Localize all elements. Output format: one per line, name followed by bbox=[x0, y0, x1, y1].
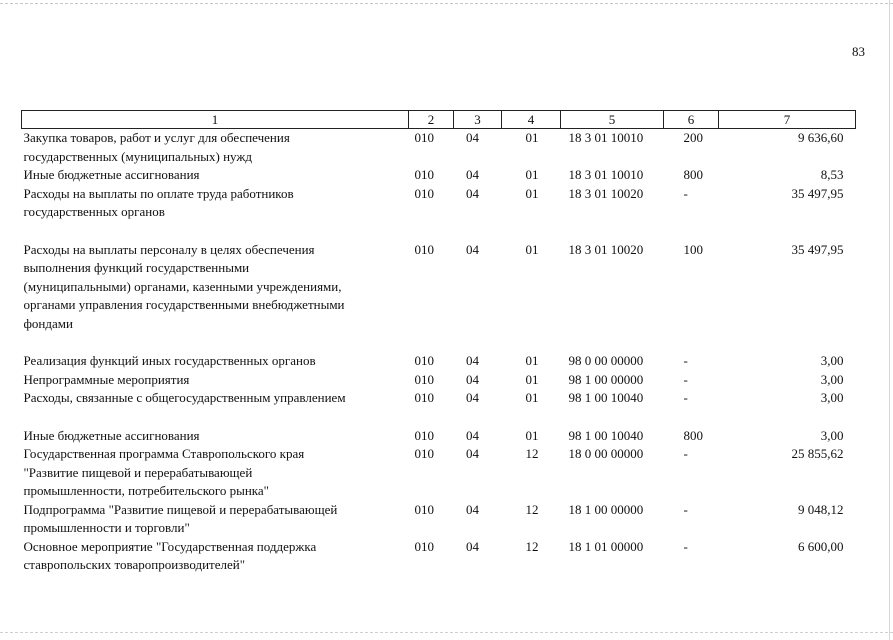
table-row bbox=[22, 185, 856, 204]
cell-target-code: 18 1 00 00000 bbox=[568, 501, 644, 517]
table-row bbox=[22, 241, 856, 260]
cell-subsection: 01 bbox=[525, 371, 539, 387]
row-name-line: государственных органов bbox=[23, 204, 165, 219]
row-name-line: "Развитие пищевой и перерабатывающей bbox=[23, 464, 253, 480]
cell-target-code: 98 1 00 00000 bbox=[568, 371, 644, 387]
cell-section: 04 bbox=[466, 130, 479, 145]
cell-expense-type: 100 bbox=[683, 241, 703, 257]
column-header: 7 bbox=[719, 111, 856, 129]
cell-expense-type: - bbox=[683, 538, 688, 554]
row-name: Непрограммные мероприятия bbox=[23, 371, 190, 387]
table-row-continuation bbox=[22, 296, 856, 315]
cell-expense-type: 200 bbox=[683, 130, 703, 145]
cell-ministry: 010 bbox=[414, 185, 434, 201]
column-header: 6 bbox=[664, 111, 719, 129]
cell-amount: 9 048,12 bbox=[798, 501, 844, 517]
cell-amount: 35 497,95 bbox=[791, 185, 844, 201]
row-name-line: ставропольских товаропроизводителей" bbox=[23, 557, 246, 572]
cell-subsection: 12 bbox=[525, 501, 539, 517]
cell-subsection: 01 bbox=[525, 130, 539, 145]
row-name: Иные бюджетные ассигнования bbox=[23, 167, 200, 182]
cell-target-code: 98 1 00 10040 bbox=[568, 427, 644, 443]
row-spacer bbox=[22, 333, 856, 352]
table-row bbox=[22, 389, 856, 408]
table-row-continuation bbox=[22, 556, 856, 575]
cell-section: 04 bbox=[466, 501, 479, 517]
column-header: 5 bbox=[561, 111, 664, 129]
cell-ministry: 010 bbox=[414, 446, 434, 461]
row-name-line: (муниципальными) органами, казенными учреждениями, bbox=[23, 278, 342, 294]
row-name: Закупка товаров, работ и услуг для обеспечения bbox=[23, 130, 290, 145]
row-name: Подпрограмма "Развитие пищевой и перерабатывающей bbox=[23, 501, 338, 517]
row-name-line: фондами bbox=[23, 315, 73, 331]
cell-ministry: 010 bbox=[414, 390, 434, 405]
cell-amount: 3,00 bbox=[820, 427, 844, 443]
row-name: Иные бюджетные ассигнования bbox=[23, 427, 200, 443]
cell-section: 04 bbox=[466, 167, 479, 182]
cell-section: 04 bbox=[466, 427, 479, 443]
row-spacer bbox=[22, 222, 856, 241]
table-row bbox=[22, 538, 856, 557]
row-name-line: промышленности, потребительского рынка" bbox=[23, 483, 269, 498]
cell-ministry: 010 bbox=[414, 353, 434, 368]
table-row bbox=[22, 352, 856, 371]
table-row-continuation bbox=[22, 203, 856, 222]
cell-ministry: 010 bbox=[414, 167, 434, 182]
cell-expense-type: - bbox=[683, 390, 688, 405]
cell-section: 04 bbox=[466, 353, 479, 368]
cell-expense-type: - bbox=[683, 185, 688, 201]
budget-table bbox=[21, 110, 856, 575]
cell-amount: 3,00 bbox=[820, 371, 844, 387]
table-row-continuation bbox=[22, 315, 856, 334]
table-row-continuation bbox=[22, 148, 856, 167]
cell-subsection: 01 bbox=[525, 241, 539, 257]
cell-expense-type: - bbox=[683, 353, 688, 368]
cell-section: 04 bbox=[466, 390, 479, 405]
row-name-line: выполнения функций государственными bbox=[23, 260, 250, 275]
scan-edge-top bbox=[0, 3, 893, 4]
row-name: Расходы, связанные с общегосударственным управлением bbox=[23, 390, 346, 405]
table-row-continuation bbox=[22, 482, 856, 501]
row-name-line: промышленности и торговли" bbox=[23, 520, 190, 535]
cell-amount: 3,00 bbox=[820, 390, 844, 405]
row-spacer bbox=[22, 408, 856, 427]
cell-expense-type: - bbox=[683, 371, 688, 387]
cell-section: 04 bbox=[466, 371, 479, 387]
cell-section: 04 bbox=[466, 241, 479, 257]
cell-amount: 9 636,60 bbox=[798, 130, 844, 145]
table-row bbox=[22, 371, 856, 390]
table-row bbox=[22, 427, 856, 446]
cell-target-code: 98 0 00 00000 bbox=[568, 353, 644, 368]
row-name-line: органами управления государственными внебюджетными bbox=[23, 297, 345, 312]
cell-target-code: 18 3 01 10020 bbox=[568, 241, 644, 257]
cell-ministry: 010 bbox=[414, 130, 434, 145]
cell-subsection: 12 bbox=[525, 538, 539, 554]
cell-ministry: 010 bbox=[414, 371, 434, 387]
cell-amount: 35 497,95 bbox=[791, 241, 844, 257]
cell-subsection: 01 bbox=[525, 353, 539, 368]
cell-section: 04 bbox=[466, 446, 479, 461]
cell-target-code: 18 3 01 10020 bbox=[568, 185, 644, 201]
cell-expense-type: - bbox=[683, 501, 688, 517]
column-header: 4 bbox=[502, 111, 561, 129]
row-name: Расходы на выплаты по оплате труда работников bbox=[23, 185, 294, 201]
cell-ministry: 010 bbox=[414, 427, 434, 443]
cell-subsection: 01 bbox=[525, 427, 539, 443]
cell-subsection: 12 bbox=[525, 446, 539, 461]
cell-subsection: 01 bbox=[525, 167, 539, 182]
cell-amount: 6 600,00 bbox=[798, 538, 844, 554]
cell-section: 04 bbox=[466, 185, 479, 201]
cell-expense-type: - bbox=[683, 446, 688, 461]
table-row bbox=[22, 166, 856, 185]
cell-target-code: 18 3 01 10010 bbox=[568, 130, 644, 145]
cell-subsection: 01 bbox=[525, 185, 539, 201]
cell-expense-type: 800 bbox=[683, 427, 703, 443]
table-row bbox=[22, 445, 856, 464]
table-row bbox=[22, 501, 856, 520]
page-number: 83 bbox=[852, 44, 865, 59]
cell-expense-type: 800 bbox=[683, 167, 703, 182]
table-row-continuation bbox=[22, 464, 856, 483]
cell-target-code: 18 0 00 00000 bbox=[568, 446, 644, 461]
row-name: Реализация функций иных государственных органов bbox=[23, 353, 316, 368]
table-row-continuation bbox=[22, 278, 856, 297]
scan-edge-right bbox=[889, 0, 890, 640]
row-name: Расходы на выплаты персоналу в целях обеспечения bbox=[23, 241, 315, 257]
row-name: Основное мероприятие "Государственная поддержка bbox=[23, 538, 317, 554]
cell-amount: 3,00 bbox=[820, 353, 844, 368]
table-row-continuation bbox=[22, 259, 856, 278]
column-header: 1 bbox=[22, 111, 409, 129]
row-name-line: государственных (муниципальных) нужд bbox=[23, 148, 252, 164]
cell-subsection: 01 bbox=[525, 390, 539, 405]
table-row-continuation bbox=[22, 519, 856, 538]
cell-target-code: 18 1 01 00000 bbox=[568, 538, 644, 554]
row-name: Государственная программа Ставропольского края bbox=[23, 446, 305, 461]
cell-target-code: 98 1 00 10040 bbox=[568, 390, 644, 405]
cell-ministry: 010 bbox=[414, 501, 434, 517]
cell-amount: 25 855,62 bbox=[791, 446, 844, 461]
header-row bbox=[22, 111, 856, 129]
cell-amount: 8,53 bbox=[820, 167, 844, 182]
column-header: 3 bbox=[454, 111, 502, 129]
scan-edge-bottom bbox=[0, 632, 893, 633]
cell-ministry: 010 bbox=[414, 241, 434, 257]
column-header: 2 bbox=[409, 111, 454, 129]
cell-ministry: 010 bbox=[414, 538, 434, 554]
cell-section: 04 bbox=[466, 538, 479, 554]
table-row bbox=[22, 129, 856, 148]
cell-target-code: 18 3 01 10010 bbox=[568, 167, 644, 182]
